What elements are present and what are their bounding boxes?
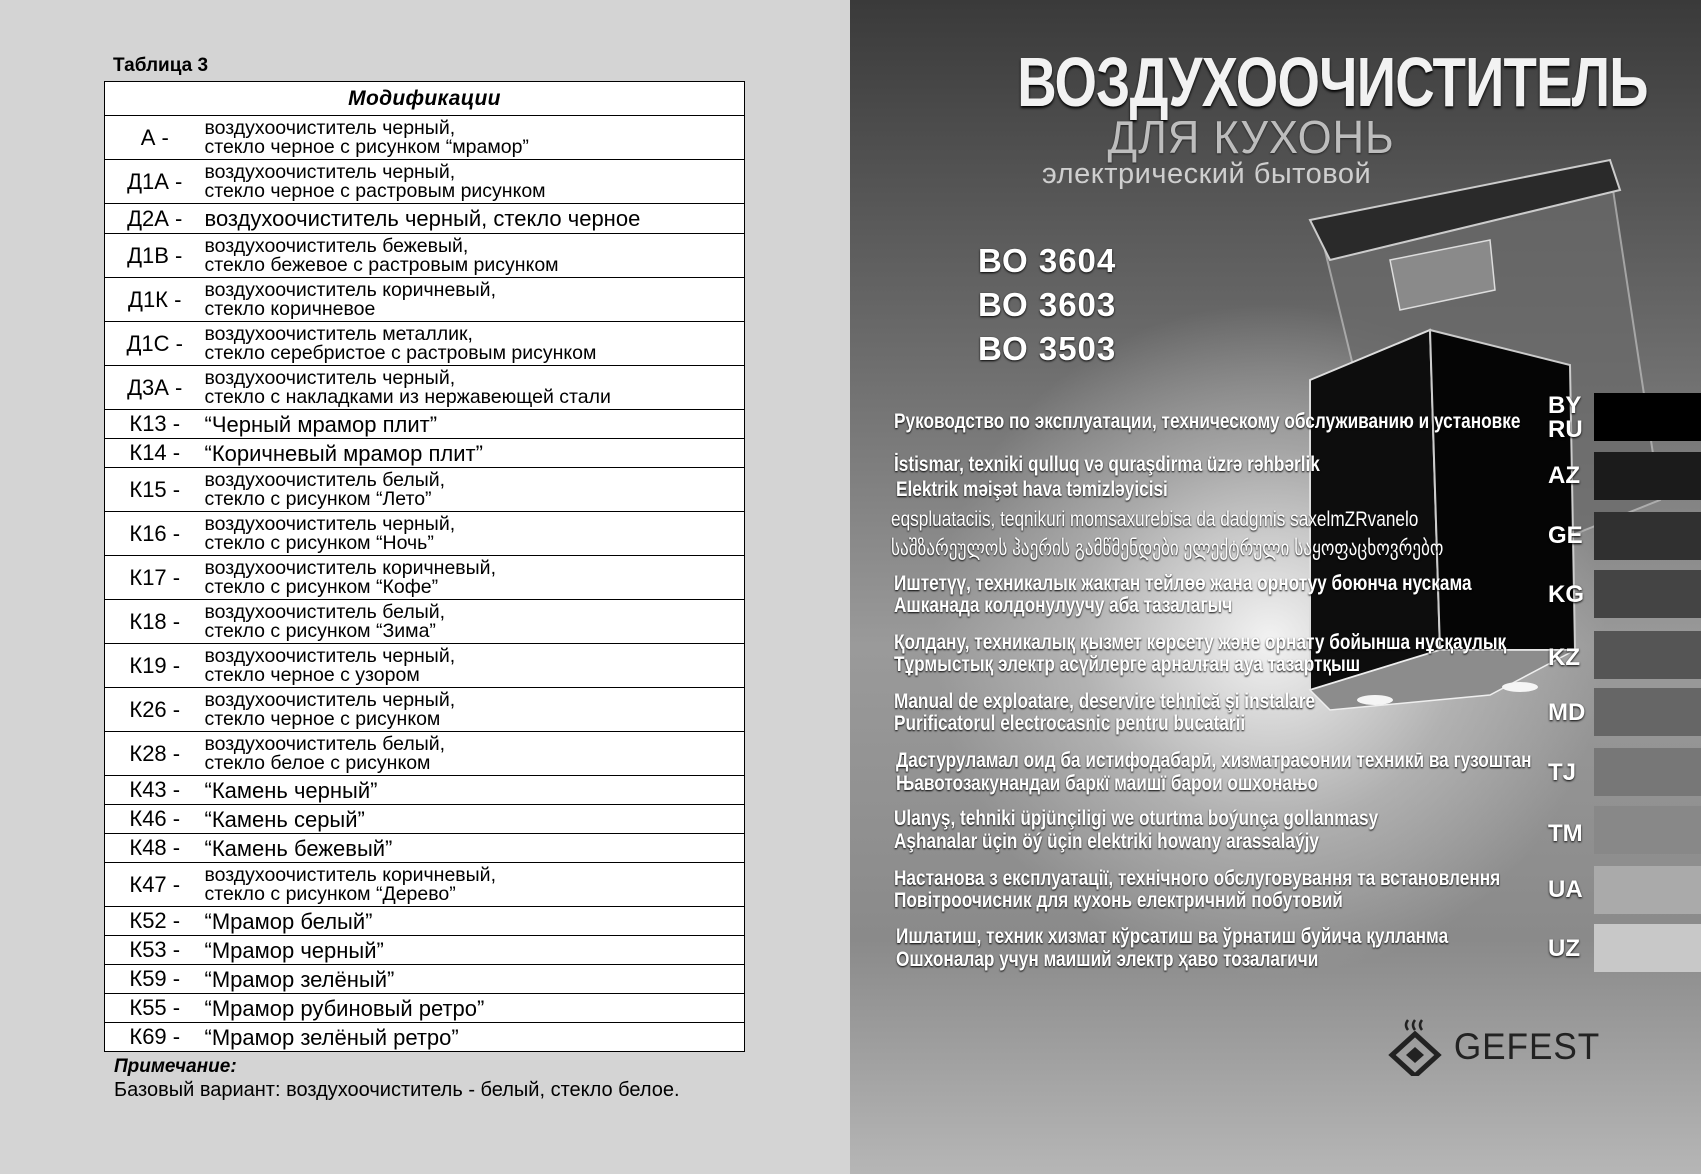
lang-tab-by-ru [1594,393,1701,441]
modification-description [205,322,745,366]
description-line: стекло коричневое [204,297,376,320]
lang-line-ge: eqspluataciis, teqnikuri momsaxurebisa da dadgmis saxelmZRvanelo [891,508,1419,531]
modification-code: К15 - [105,468,205,512]
table-row [105,116,745,160]
description-line: стекло белое с рисунком [204,751,431,774]
lang-tab-kz [1594,631,1701,679]
modification-description [205,278,745,322]
description-line: “Мрамор зелёный” [204,966,395,992]
cover-page [850,0,1701,1174]
description-line: стекло черное с узором [204,663,420,686]
table-row [105,512,745,556]
brand-logo [1388,1018,1604,1076]
description-line: стекло с рисунком “Лето” [204,487,432,510]
modification-code: К26 - [105,688,205,732]
cover-title: ВОЗДУХООЧИСТИТЕЛЬ [1017,43,1648,121]
modification-description [205,366,745,410]
table-row [105,439,745,468]
lang-code-kg: KG [1548,581,1584,608]
modification-description [205,732,745,776]
description-line: воздухоочиститель черный, стекло черное [204,206,641,231]
modification-code: К69 - [105,1023,205,1052]
table-row [105,732,745,776]
modification-description [205,410,745,439]
modification-code: К17 - [105,556,205,600]
table-row [105,863,745,907]
gefest-logo-icon [1388,1018,1442,1076]
description-line: воздухоочиститель черный, [204,512,456,535]
table-row [105,556,745,600]
note-text: Базовый вариант: воздухоочиститель - белый, стекло белое. [114,1079,680,1101]
modification-description [205,512,745,556]
description-line: воздухоочиститель черный, [204,366,456,389]
lang-line-kg-sub: Ашканада колдонулуучу аба тазалагыч [894,594,1233,617]
table-row [105,410,745,439]
modification-description [205,965,745,994]
modification-code: К59 - [105,965,205,994]
modification-description [205,863,745,907]
description-line: воздухоочиститель коричневый, [204,278,496,301]
lang-line-ua-sub: Повітроочисник для кухонь електричний побутовий [894,889,1343,912]
modification-code: А - [105,116,205,160]
model-name: ВО 3604 [978,242,1117,279]
note-title: Примечание: [114,1056,237,1077]
lang-tab-kg [1594,570,1701,618]
description-line: воздухоочиститель коричневый, [204,556,496,579]
description-line: стекло с рисунком “Кофе” [204,575,439,598]
left-page [0,0,850,1174]
description-line: воздухоочиститель белый, [204,732,446,755]
table-row [105,776,745,805]
description-line: стекло бежевое с растровым рисунком [204,253,559,276]
table-row [105,965,745,994]
description-line: стекло с рисунком “Ночь” [204,531,434,554]
lang-tab-ge [1594,512,1701,560]
description-line: стекло с рисунком “Дерево” [204,882,456,905]
lang-code-ua: UA [1548,876,1583,903]
description-line: “Мрамор белый” [204,908,373,934]
description-line: воздухоочиститель бежевый, [204,234,469,257]
model-list [978,242,1116,374]
lang-line-md: Manual de exploatare, deservire tehnică şi instalare [894,690,1316,713]
description-line: стекло черное с рисунком [204,707,441,730]
description-line: воздухоочиститель черный, [204,688,456,711]
lang-code-tm: TM [1548,820,1583,847]
lang-code-kz: KZ [1548,644,1580,671]
modification-description [205,994,745,1023]
lang-line-ru: Руководство по эксплуатации, техническому обслуживанию и установке [894,410,1521,433]
description-line: воздухоочиститель белый, [204,600,446,623]
modification-code: К43 - [105,776,205,805]
description-line: “Мрамор зелёный ретро” [204,1024,459,1050]
lang-line-kg: Иштетүү, техникалык жактан тейлөө жана орнотуу боюнча нускама [894,572,1472,595]
model-name: ВО 3603 [978,286,1117,323]
lang-code-az: AZ [1548,462,1580,489]
modification-description [205,936,745,965]
table-row [105,834,745,863]
modification-code: К14 - [105,439,205,468]
modification-description [205,644,745,688]
lang-line-az-sub: Elektrik məişət hava təmizləyicisi [896,478,1168,501]
lang-line-kz-sub: Тұрмыстық электр асүйлерге арналған ауа тазартқыш [894,653,1361,676]
table-row [105,805,745,834]
modification-description [205,1023,745,1052]
description-line: стекло с рисунком “Зима” [204,619,436,642]
modification-description [205,776,745,805]
table-caption: Таблица 3 [113,55,209,76]
lang-code-tj: TJ [1548,759,1577,786]
lang-tab-az [1594,452,1701,500]
lang-line-ge-sub: საშზარეულოს ჰაერის გამწმენდები ელექტრული საყოფაცხოვრებო [891,537,1444,560]
modification-code: Д3А - [105,366,205,410]
modification-description [205,805,745,834]
modification-code: Д1К - [105,278,205,322]
modification-code: К47 - [105,863,205,907]
table-row [105,322,745,366]
table-row [105,688,745,732]
description-line: воздухоочиститель черный, [204,116,456,139]
table-row [105,1023,745,1052]
modification-description [205,907,745,936]
lang-code-uz: UZ [1548,935,1580,962]
description-line: “Коричневый мрамор плит” [204,440,483,466]
lang-line-tj: Дастуруламал оид ба истифодабарӣ, хизматрасонии техникӣ ва гузоштан [896,749,1532,772]
brand-name: GEFEST [1453,1026,1601,1067]
lang-line-az: İstismar, texniki qulluq və quraşdirma üzrə rəhbərlik [894,453,1320,476]
description-line: стекло черное с растровым рисунком [204,179,546,202]
modification-code: Д2А - [105,204,205,234]
modification-code: Д1В - [105,234,205,278]
modification-description [205,160,745,204]
modification-code: К46 - [105,805,205,834]
description-line: стекло черное с рисунком “мрамор” [204,135,529,158]
modification-description [205,204,745,234]
lang-tab-md [1594,688,1701,736]
modification-description [205,556,745,600]
modification-code: К52 - [105,907,205,936]
table-row [105,234,745,278]
description-line: стекло серебристое с растровым рисунком [204,341,597,364]
modification-code: К18 - [105,600,205,644]
lang-tab-uz [1594,924,1701,972]
model-name: ВО 3503 [978,330,1117,367]
modification-description [205,468,745,512]
table-header: Модификации [105,82,745,116]
modification-description [205,116,745,160]
description-line: “Камень серый” [204,806,365,832]
description-line: воздухоочиститель черный, [204,160,456,183]
modification-description [205,439,745,468]
modification-description [205,600,745,644]
description-line: “Камень черный” [204,777,378,803]
lang-tab-ua [1594,866,1701,914]
lang-code-by: BY [1548,392,1582,419]
description-line: “Камень бежевый” [204,835,393,861]
lang-line-tm: Ulanyş, tehniki üpjünçiligi we oturtma boýunça gollanmasy [894,807,1379,830]
lang-line-uz-sub: Ошхоналар учун маиший электр ҳаво тозалагичи [896,948,1319,971]
lang-tab-tm [1594,806,1701,854]
modification-code: К55 - [105,994,205,1023]
lang-line-ua: Настанова з експлуатації, технічного обслуговування та встановлення [894,867,1501,890]
modification-code: Д1С - [105,322,205,366]
cover-type: электрический бытовой [1042,158,1372,190]
table-row [105,600,745,644]
lang-code-md: MD [1548,699,1586,726]
table-row [105,278,745,322]
modifications-table [104,81,745,1052]
description-line: воздухоочиститель металлик, [204,322,473,345]
modification-code: К48 - [105,834,205,863]
description-line: воздухоочиститель коричневый, [204,863,496,886]
description-line: стекло с накладками из нержавеющей стали [204,385,611,408]
modification-description [205,688,745,732]
description-line: воздухоочиститель белый, [204,468,446,491]
table-row [105,204,745,234]
modification-code: К53 - [105,936,205,965]
modification-description [205,234,745,278]
table-row [105,936,745,965]
lang-line-tj-sub: Њавотозакунандаи баркї маишї барои ошхонањо [896,772,1319,795]
modification-code: К16 - [105,512,205,556]
lang-line-tm-sub: Aşhanalar üçin öý üçin elektriki howany arassalaýjy [894,830,1319,853]
description-line: “Мрамор черный” [204,937,384,963]
modification-code: Д1А - [105,160,205,204]
lang-line-uz: Ишлатиш, техник хизмат кўрсатиш ва ўрнатиш буйича қулланма [896,925,1449,948]
description-line: “Черный мрамор плит” [204,411,438,437]
table-row [105,644,745,688]
table-row [105,994,745,1023]
modification-description [205,834,745,863]
lang-line-kz: Қолдану, техникалық қызмет көрсету және орнату бойынша нұсқаулық [894,631,1507,654]
description-line: воздухоочиститель черный, [204,644,456,667]
lang-code-ru: RU [1548,416,1583,443]
table-row [105,907,745,936]
cover-subtitle: ДЛЯ КУХОНЬ [1107,111,1395,163]
description-line: “Мрамор рубиновый ретро” [204,995,485,1021]
lang-tab-tj [1594,748,1701,796]
modification-code: К19 - [105,644,205,688]
lang-line-md-sub: Purificatorul electrocasnic pentru bucatarii [894,712,1246,735]
lang-code-ge: GE [1548,522,1583,549]
table-row [105,468,745,512]
modification-code: К28 - [105,732,205,776]
table-row [105,366,745,410]
table-row [105,160,745,204]
modification-code: К13 - [105,410,205,439]
